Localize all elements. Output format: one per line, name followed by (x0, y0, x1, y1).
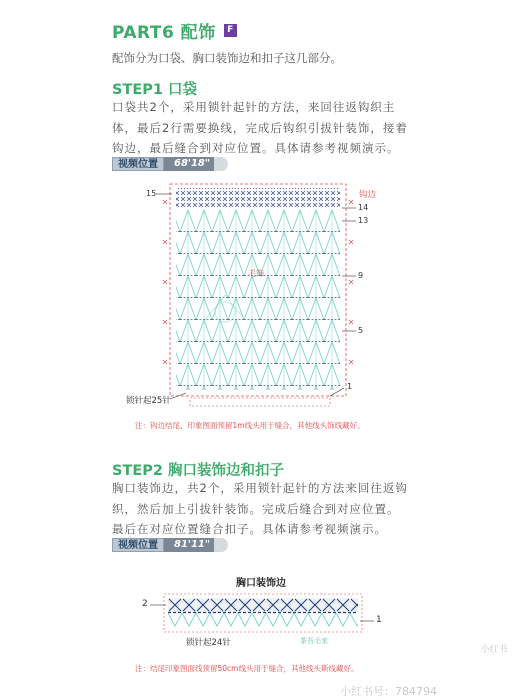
trim-label-1: 1 (376, 615, 382, 625)
trim-small-text: 茶吾毛家 (300, 637, 328, 645)
watermark-logo: 小红书 (480, 645, 508, 655)
step1-note: 注：钩边结尾，印象图面预留1m线头用于缝合，其他线头饰线藏好。 (135, 421, 365, 430)
chart-label-5: 5 (358, 326, 364, 335)
step2-title: STEP2 胸口装饰边和扣子 (112, 463, 285, 479)
video-time: 68'18" (164, 157, 214, 171)
step1-line: 口袋共2个，采用锁针起针的方法，来回往返钩织主 (112, 100, 396, 114)
chart-label-9: 9 (358, 271, 364, 280)
video-label: 视频位置 (112, 157, 164, 171)
step1-line: 体，最后2行需要换线，完成后钩织引拔针装饰，接着 (112, 120, 408, 135)
part-title: PART6 配饰 (112, 23, 216, 43)
chart-start-label: 锁针起25针 (126, 396, 171, 406)
intro-text: 配饰分为口袋、胸口装饰边和扣子这几部分。 (112, 51, 342, 65)
step2-line: 织，然后加上引拔针装饰。完成后缝合到对应位置。 (112, 501, 400, 516)
watermark-id: 小红书号：784794 (340, 685, 437, 698)
step1-line: 钩边，最后缝合到对应位置。具体请参考视频演示。 (112, 141, 400, 155)
trim-start-label: 锁针起24针 (186, 638, 231, 648)
chart-label-15: 15 (146, 189, 157, 198)
video-label: 视频位置 (112, 538, 164, 552)
step2-line: 最后在对应位置缝合扣子。具体请参考视频演示。 (112, 522, 387, 536)
part-badge: F (224, 24, 237, 37)
step2-note: 注：结尾印象图面线预留50cm线头用于缝合，其他线头斯线藏好。 (135, 664, 359, 673)
chart-center-mark: 毛饰 (248, 269, 264, 278)
trim-label-2: 2 (142, 599, 148, 609)
chart-label-edge: 钩边 (359, 190, 377, 200)
chart-label-1: 1 (347, 382, 353, 391)
step1-title: STEP1 口袋 (112, 82, 198, 98)
step2-line: 胸口装饰边，共2个，采用锁针起针的方法来回往返钩 (112, 481, 408, 495)
chart-label-14: 14 (358, 203, 369, 212)
trim-chart-title: 胸口装饰边 (236, 578, 286, 589)
video-time: 81'11" (164, 538, 214, 552)
chart-label-13: 13 (358, 216, 369, 225)
